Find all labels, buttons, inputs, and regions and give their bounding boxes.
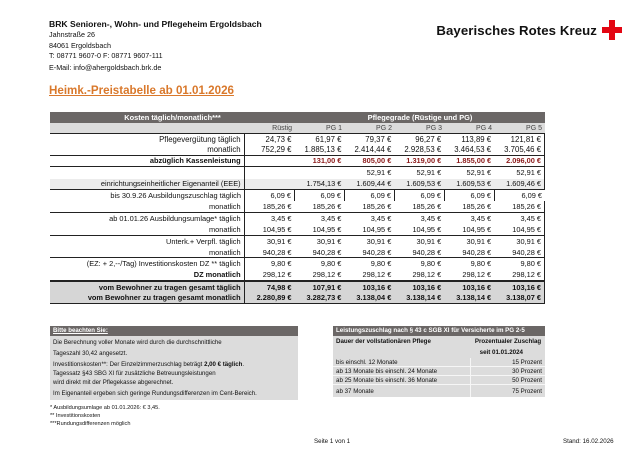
page-number: Seite 1 von 1 xyxy=(314,438,351,445)
brand-name: Bayerisches Rotes Kreuz xyxy=(436,22,597,38)
table-row: monatlich 752,29 € 1.885,13 € 2.414,44 € 2.928,53 € 3.464,53 € 3.705,46 € xyxy=(50,144,545,155)
notes-heading: Bitte beachten Sie: xyxy=(50,326,298,336)
price-table xyxy=(50,112,545,304)
table-row: monatlich 940,28 € 940,28 € 940,28 € 940,28 € 940,28 € 940,28 € xyxy=(50,247,545,258)
col-pg2: PG 2 xyxy=(376,124,392,132)
notes-box xyxy=(50,326,298,400)
table-row: Unterk.+ Verpfl. täglich 30,91 € 30,91 € 30,91 € 30,91 € 30,91 € 30,91 € xyxy=(50,236,545,247)
header-costs: Kosten täglich/monatlich*** xyxy=(124,113,221,122)
footnote: ** Investitionskosten xyxy=(50,413,101,419)
org-name: BRK Senioren-, Wohn- und Pflegeheim Ergoldsbach xyxy=(49,19,262,29)
table-row: (EZ: + 2,--/Tag) Investitionskosten DZ ** täglich 9,80 € 9,80 € 9,80 € 9,80 € 9,80 € 9,80 € xyxy=(50,258,545,269)
lz-heading: Leistungszuschlag nach § 43 c SGB XI für Versicherte im PG 2-5 xyxy=(333,326,545,336)
note-line: Im Eigenanteil ergeben sich geringe Rundungsdifferenzen im Cent-Bereich. xyxy=(53,390,257,397)
note-line: Tagessatz §43 SBG XI für zusätzliche Betreuungsleistungen xyxy=(53,370,216,377)
address-block xyxy=(49,18,262,73)
table-row-total-monthly: vom Bewohner zu tragen gesamt monatlich 2.280,89 € 3.282,73 € 3.138,04 € 3.138,14 € 3.138,14 € 3.138,07 € xyxy=(50,292,545,303)
table-row: bis 30.9.26 Ausbildungszuschlag täglich 6,09 € 6,09 € 6,09 € 6,09 € 6,09 € 6,09 € xyxy=(50,190,545,201)
note-line: wird direkt mit der Pflegekasse abgerechnet. xyxy=(53,379,174,386)
footnote: ***Rundungsdifferenzen möglich xyxy=(50,421,131,427)
table-row: DZ monatlich 298,12 € 298,12 € 298,12 € 298,12 € 298,12 € 298,12 € xyxy=(50,270,545,281)
leistungszuschlag-box xyxy=(333,326,545,397)
column-headers xyxy=(50,123,545,133)
email: E-Mail: info@ahergoldsbach.brk.de xyxy=(49,62,162,72)
table-row-total-daily: vom Bewohner zu tragen gesamt täglich 74,98 € 107,91 € 103,16 € 103,16 € 103,16 € 103,16 € xyxy=(50,281,545,292)
lz-col-duration: Dauer der vollstationären Pflege xyxy=(336,338,431,345)
table-header xyxy=(50,112,545,123)
col-pg3: PG 3 xyxy=(426,124,442,132)
header-care-levels: Pflegegrade (Rüstige und PG) xyxy=(367,113,473,122)
table-row: ab 01.01.26 Ausbildungsumlage* täglich 3,45 € 3,45 € 3,45 € 3,45 € 3,45 € 3,45 € xyxy=(50,213,545,224)
lz-row: ab 25 Monate bis einschl. 36 Monate 50 Prozent xyxy=(333,376,545,385)
brk-logo xyxy=(436,20,622,40)
col-pg4: PG 4 xyxy=(476,124,492,132)
footnotes xyxy=(50,404,160,428)
stand-date: Stand: 16.02.2026 xyxy=(563,438,614,445)
note-line: Die Berechnung voller Monate wird durch die durchschnittliche xyxy=(53,339,222,346)
red-cross-icon xyxy=(602,20,622,40)
street: Jahnstraße 26 xyxy=(49,30,95,39)
lz-row: bis einschl. 12 Monate 15 Prozent xyxy=(333,358,545,367)
footnote: * Ausbildungsumlage ab 01.01.2026: € 3,45. xyxy=(50,405,160,411)
col-ruestig: Rüstig xyxy=(272,124,292,132)
phone-fax: T: 08771 9607-0 F: 08771 9607-111 xyxy=(49,51,163,60)
note-line: Investitionskosten**: Der Einzelzimmerzuschlag beträgt 2,00 € täglich. xyxy=(53,361,245,368)
note-line: Tageszahl 30,42 angesetzt. xyxy=(53,350,128,357)
lz-since: seit 01.01.2024 xyxy=(479,349,523,356)
table-row-kassenleistung: abzüglich Kassenleistung 131,00 € 805,00 € 1.319,00 € 1.855,00 € 2.096,00 € xyxy=(50,156,545,167)
page-title: Heimk.-Preistabelle ab 01.01.2026 xyxy=(49,84,234,97)
table-row-eee: einrichtungseinheitlicher Eigenanteil (EEE) 1.754,13 € 1.609,44 € 1.609,53 € 1.609,53 € 1.609,46 € xyxy=(50,179,545,190)
lz-row: ab 37 Monate 75 Prozent xyxy=(333,385,545,397)
lz-col-percent: Prozentualer Zuschlag xyxy=(474,338,542,345)
city: 84061 Ergoldsbach xyxy=(49,40,111,50)
col-pg5: PG 5 xyxy=(526,124,542,132)
table-row: 52,91 € 52,91 € 52,91 € 52,91 € xyxy=(50,167,545,178)
table-row: monatlich 185,26 € 185,26 € 185,26 € 185,26 € 185,26 € 185,26 € xyxy=(50,201,545,212)
table-row: monatlich 104,95 € 104,95 € 104,95 € 104,95 € 104,95 € 104,95 € xyxy=(50,224,545,235)
table-row: Pflegevergütung täglich 24,73 € 61,97 € 79,37 € 96,27 € 113,89 € 121,81 € xyxy=(50,133,545,144)
col-pg1: PG 1 xyxy=(326,124,342,132)
lz-row: ab 13 Monate bis einschl. 24 Monate 30 Prozent xyxy=(333,367,545,376)
